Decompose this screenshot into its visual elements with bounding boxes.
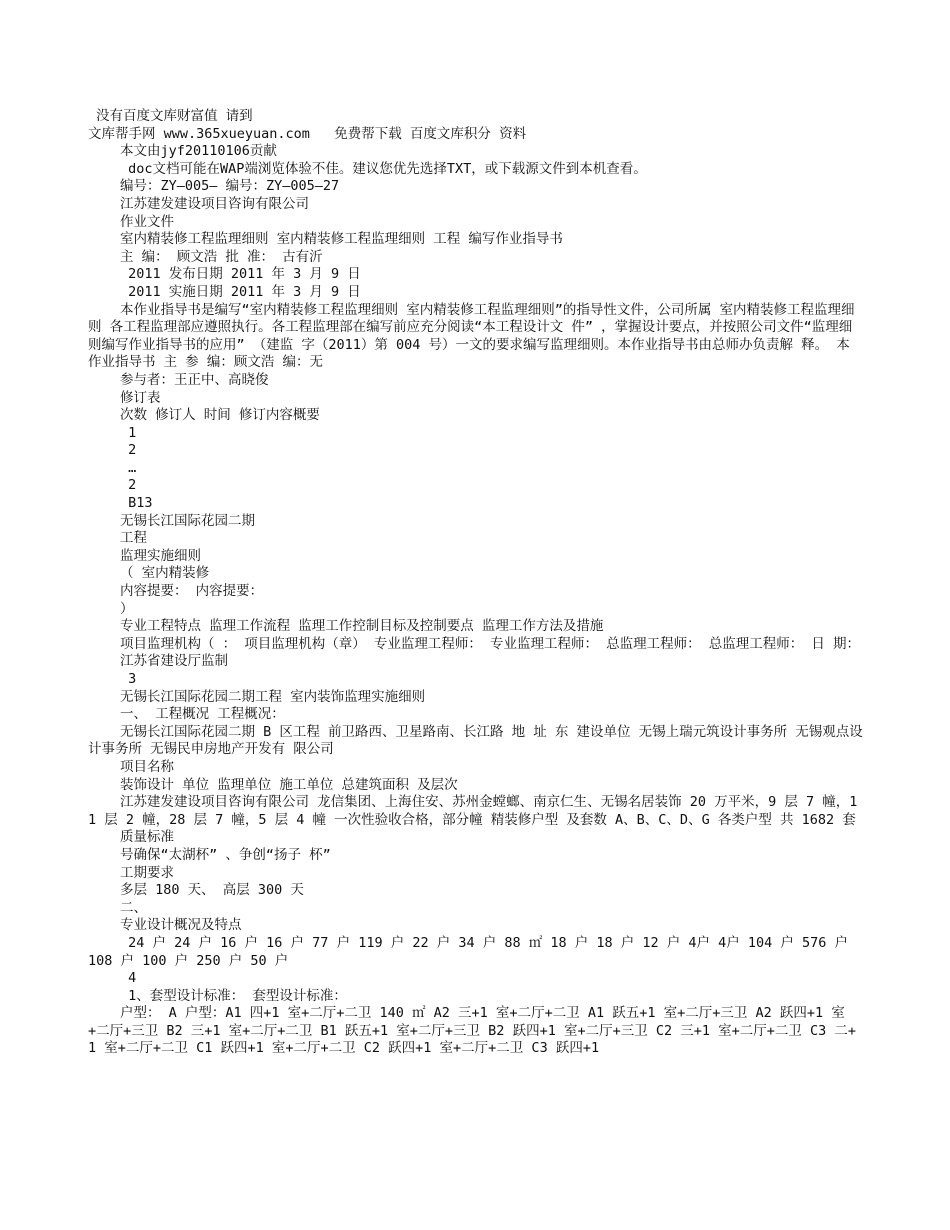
text-paragraph: 无锡长江国际花园二期 B 区工程 前卫路西、卫星路南、长江路 地 址 东 建设单位 无锡上瑞元筑设计事务所 无锡观点设计事务所 无锡民申房地产开发有 限公司 xyxy=(88,723,863,758)
text-paragraph: 无锡长江国际花园二期工程 室内装饰监理实施细则 xyxy=(120,688,426,705)
text-paragraph: 次数 修订人 时间 修订内容概要 xyxy=(120,407,320,424)
text-paragraph: 24 户 24 户 16 户 16 户 77 户 119 户 22 户 34 户 88 ㎡ 18 户 18 户 12 户 4户 4户 104 户 576 户 108 户 100 户 250 户 50 户 xyxy=(88,934,857,969)
text-paragraph: 多层 180 天、 高层 300 天 xyxy=(120,882,304,899)
text-paragraph: … xyxy=(120,459,137,476)
text-paragraph: 工期要求 xyxy=(120,864,174,881)
text-paragraph: 监理实施细则 xyxy=(120,547,201,564)
text-paragraph: 项目监理机构（ ： 项目监理机构（章） 专业监理工程师： 专业监理工程师： 总监理工程师： 总监理工程师： 日 期： xyxy=(120,635,861,652)
text-paragraph: 二、 xyxy=(120,899,147,916)
text-paragraph: 本作业指导书是编写“室内精装修工程监理细则 室内精装修工程监理细则”的指导性文件，公司所属 室内精装修工程监理细则 各工程监理部应遵照执行。各工程监理部在编写前应充分阅读“本工程设计文 件” ，掌握设计要点，并按照公司文件“监理细则编写作业指导书的应用” （建监 字（2011）第 004 号）一文的要求编写监理细则。本作业指导书由总师办负责解 释。 本作业指导书 主 参 编：顾文浩 编：无 xyxy=(88,301,855,371)
header-line-1: 没有百度文库财富值 请到 xyxy=(96,108,253,124)
text-paragraph: 作业文件 xyxy=(120,213,174,230)
text-paragraph: 一、 工程概况 工程概况： xyxy=(120,706,285,723)
text-paragraph: 内容提要： 内容提要： xyxy=(120,583,264,600)
text-paragraph: 户型： A 户型：A1 四+1 室+二厅+二卫 140 ㎡ A2 三+1 室+二厅+二卫 A1 跃五+1 室+二厅+三卫 A2 跃四+1 室+二厅+三卫 B2 三+1 室+二厅+二卫 B1 跃五+1 室+二厅+三卫 B2 跃四+1 室+二厅+三卫 C2 三+1 室+二厅+二卫 C3 二+1 室+二厅+二卫 C1 跃四+1 室+二厅+二卫 C2 跃四+1 室+二厅+二卫 C3 跃四+1 xyxy=(88,1005,856,1057)
text-paragraph: 室内精装修工程监理细则 室内精装修工程监理细则 工程 编写作业指导书 xyxy=(120,231,563,248)
text-paragraph: 2011 实施日期 2011 年 3 月 9 日 xyxy=(120,283,361,300)
text-paragraph: 江苏省建设厅监制 xyxy=(120,653,228,670)
text-paragraph: 无锡长江国际花园二期 xyxy=(120,512,255,529)
text-paragraph: 本文由jyf20110106贡献 xyxy=(120,143,277,160)
text-paragraph: 号确保“太湖杯” 、争创“扬子 杯” xyxy=(120,846,331,863)
text-paragraph: 4 xyxy=(120,970,137,987)
text-paragraph: 参与者：王正中、高晓俊 xyxy=(120,371,269,388)
text-paragraph: （ 室内精装修 xyxy=(120,565,210,582)
text-paragraph: ） xyxy=(120,600,134,617)
text-paragraph: 2011 发布日期 2011 年 3 月 9 日 xyxy=(120,266,361,283)
header-line-2: 文库帮手网 www.365xueyuan.com 免费帮下载 百度文库积分 资料 xyxy=(88,125,527,142)
text-paragraph: 1、套型设计标准： 套型设计标准： xyxy=(120,987,347,1004)
text-paragraph: 工程 xyxy=(120,530,147,547)
text-paragraph: 修订表 xyxy=(120,389,161,406)
text-paragraph: B13 xyxy=(120,495,153,512)
text-paragraph: 2 xyxy=(120,477,137,494)
text-paragraph: doc文档可能在WAP端浏览体验不佳。建议您优先选择TXT，或下载源文件到本机查看。 xyxy=(120,160,647,177)
document-page xyxy=(88,108,863,1058)
text-paragraph: 3 xyxy=(120,671,137,687)
text-paragraph: 质量标准 xyxy=(120,829,174,846)
text-paragraph: 江苏建发建设项目咨询有限公司 xyxy=(120,195,309,212)
text-paragraph: 主 编： 顾文浩 批 准： 古有沂 xyxy=(120,248,323,265)
text-paragraph: 装饰设计 单位 监理单位 施工单位 总建筑面积 及层次 xyxy=(120,776,458,793)
text-paragraph: 专业工程特点 监理工作流程 监理工作控制目标及控制要点 监理工作方法及措施 xyxy=(120,618,604,635)
text-paragraph: 项目名称 xyxy=(120,758,174,775)
text-paragraph: 2 xyxy=(120,442,137,459)
text-paragraph: 专业设计概况及特点 xyxy=(120,917,242,934)
text-paragraph: 1 xyxy=(120,424,137,441)
document-body xyxy=(88,143,863,1058)
text-paragraph: 编号：ZY—005— 编号：ZY—005—27 xyxy=(120,178,340,195)
text-paragraph: 江苏建发建设项目咨询有限公司 龙信集团、上海住安、苏州金螳螂、南京仁生、无锡名居装饰 20 万平米，9 层 7 幢，11 层 2 幢，28 层 7 幢，5 层 4 幢 一次性验收合格，部分幢 精装修户型 及套数 A、B、C、D、G 各类户型 共 1682 套 xyxy=(88,794,858,828)
